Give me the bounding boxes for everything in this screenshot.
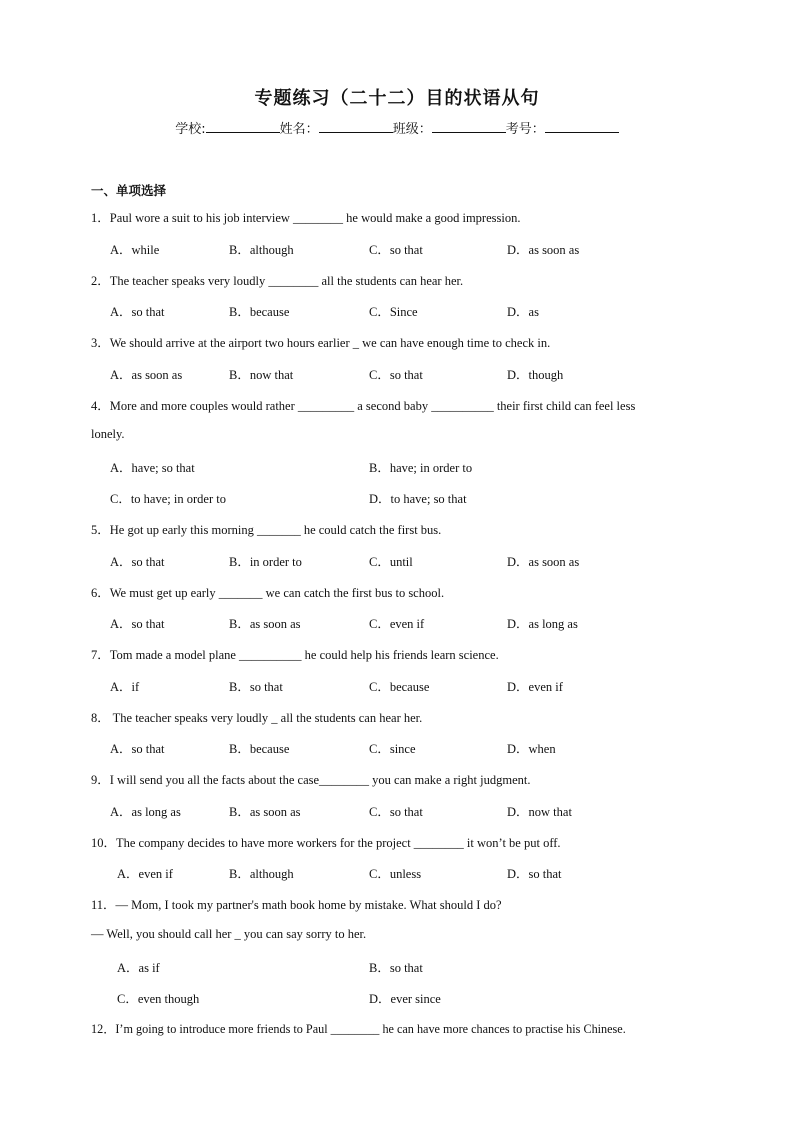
q7-option-d: D．even if	[507, 680, 563, 694]
q5-option-c: C．until	[369, 555, 413, 569]
q7-option-a: A．if	[110, 680, 140, 694]
q11-option-d: D．ever since	[369, 992, 441, 1006]
q3-option-c: C．so that	[369, 368, 423, 382]
section-heading: 一、单项选择	[91, 183, 167, 198]
question-3: 3．We should arrive at the airport two hours earlier _ we can have enough time to check in.	[91, 336, 551, 350]
question-4-continued: lonely.	[91, 427, 125, 441]
q5-option-a: A．so that	[110, 555, 165, 569]
q6-option-a: A．so that	[110, 617, 165, 631]
student-info-line	[0, 118, 794, 137]
q7-option-c: C．because	[369, 680, 430, 694]
page-title: 专题练习（二十二）目的状语从句	[254, 88, 540, 109]
question-7: 7．Tom made a model plane __________ he could help his friends learn science.	[91, 648, 499, 662]
question-2: 2．The teacher speaks very loudly ________ all the students can hear her.	[91, 274, 464, 288]
q2-option-c: C．Since	[369, 305, 418, 319]
class-blank	[432, 120, 506, 133]
q7-option-b: B．so that	[229, 680, 283, 694]
q4-option-c: C．to have; in order to	[110, 492, 226, 506]
q2-option-a: A．so that	[110, 305, 165, 319]
q3-option-d: D．though	[507, 368, 564, 382]
q9-option-a: A．as long as	[110, 805, 181, 819]
q8-option-a: A．so that	[110, 742, 165, 756]
q10-option-a: A．even if	[117, 867, 173, 881]
q5-option-d: D．as soon as	[507, 555, 580, 569]
q9-option-b: B．as soon as	[229, 805, 301, 819]
question-11: 11．— Mom, I took my partner's math book home by mistake. What should I do?	[91, 898, 502, 912]
q6-option-d: D．as long as	[507, 617, 578, 631]
question-12: 12．I’m going to introduce more friends to Paul ________ he can have more chances to practise his Chinese.	[91, 1022, 626, 1036]
q10-option-b: B．although	[229, 867, 294, 881]
q2-option-d: D．as	[507, 305, 539, 319]
q1-option-d: D．as soon as	[507, 243, 580, 257]
question-6: 6．We must get up early _______ we can catch the first bus to school.	[91, 586, 445, 600]
q6-option-b: B．as soon as	[229, 617, 301, 631]
q2-option-b: B．because	[229, 305, 290, 319]
q1-option-c: C．so that	[369, 243, 423, 257]
q11-option-c: C．even though	[117, 992, 200, 1006]
q11-option-a: A．as if	[117, 961, 160, 975]
q4-option-d: D．to have; so that	[369, 492, 467, 506]
exam-no-blank	[545, 120, 619, 133]
question-10: 10．The company decides to have more workers for the project ________ it won’t be put off.	[91, 836, 561, 850]
school-blank	[206, 120, 280, 133]
q9-option-d: D．now that	[507, 805, 572, 819]
question-5: 5．He got up early this morning _______ he could catch the first bus.	[91, 523, 442, 537]
question-9: 9．I will send you all the facts about the case________ you can make a right judgment.	[91, 773, 531, 787]
q9-option-c: C．so that	[369, 805, 423, 819]
q5-option-b: B．in order to	[229, 555, 302, 569]
question-4: 4．More and more couples would rather _________ a second baby __________ their first child can feel less	[91, 399, 636, 413]
q3-option-a: A．as soon as	[110, 368, 183, 382]
name-label: 姓名：	[279, 122, 319, 137]
exam-no-label: 考号：	[505, 122, 545, 137]
q8-option-c: C．since	[369, 742, 416, 756]
class-label: 班级：	[392, 122, 432, 137]
name-blank	[319, 120, 393, 133]
q10-option-d: D．so that	[507, 867, 562, 881]
q1-option-a: A．while	[110, 243, 160, 257]
school-label: 学校:	[175, 122, 206, 137]
q11-option-b: B．so that	[369, 961, 423, 975]
question-11-continued: — Well, you should call her _ you can say sorry to her.	[91, 927, 367, 941]
q3-option-b: B．now that	[229, 368, 294, 382]
q10-option-c: C．unless	[369, 867, 422, 881]
question-1: 1．Paul wore a suit to his job interview ________ he would make a good impression.	[91, 211, 521, 225]
question-8: 8． The teacher speaks very loudly _ all the students can hear her.	[91, 711, 423, 725]
q8-option-b: B．because	[229, 742, 290, 756]
q8-option-d: D．when	[507, 742, 556, 756]
q4-option-b: B．have; in order to	[369, 461, 473, 475]
q1-option-b: B．although	[229, 243, 294, 257]
q6-option-c: C．even if	[369, 617, 425, 631]
q4-option-a: A．have; so that	[110, 461, 195, 475]
